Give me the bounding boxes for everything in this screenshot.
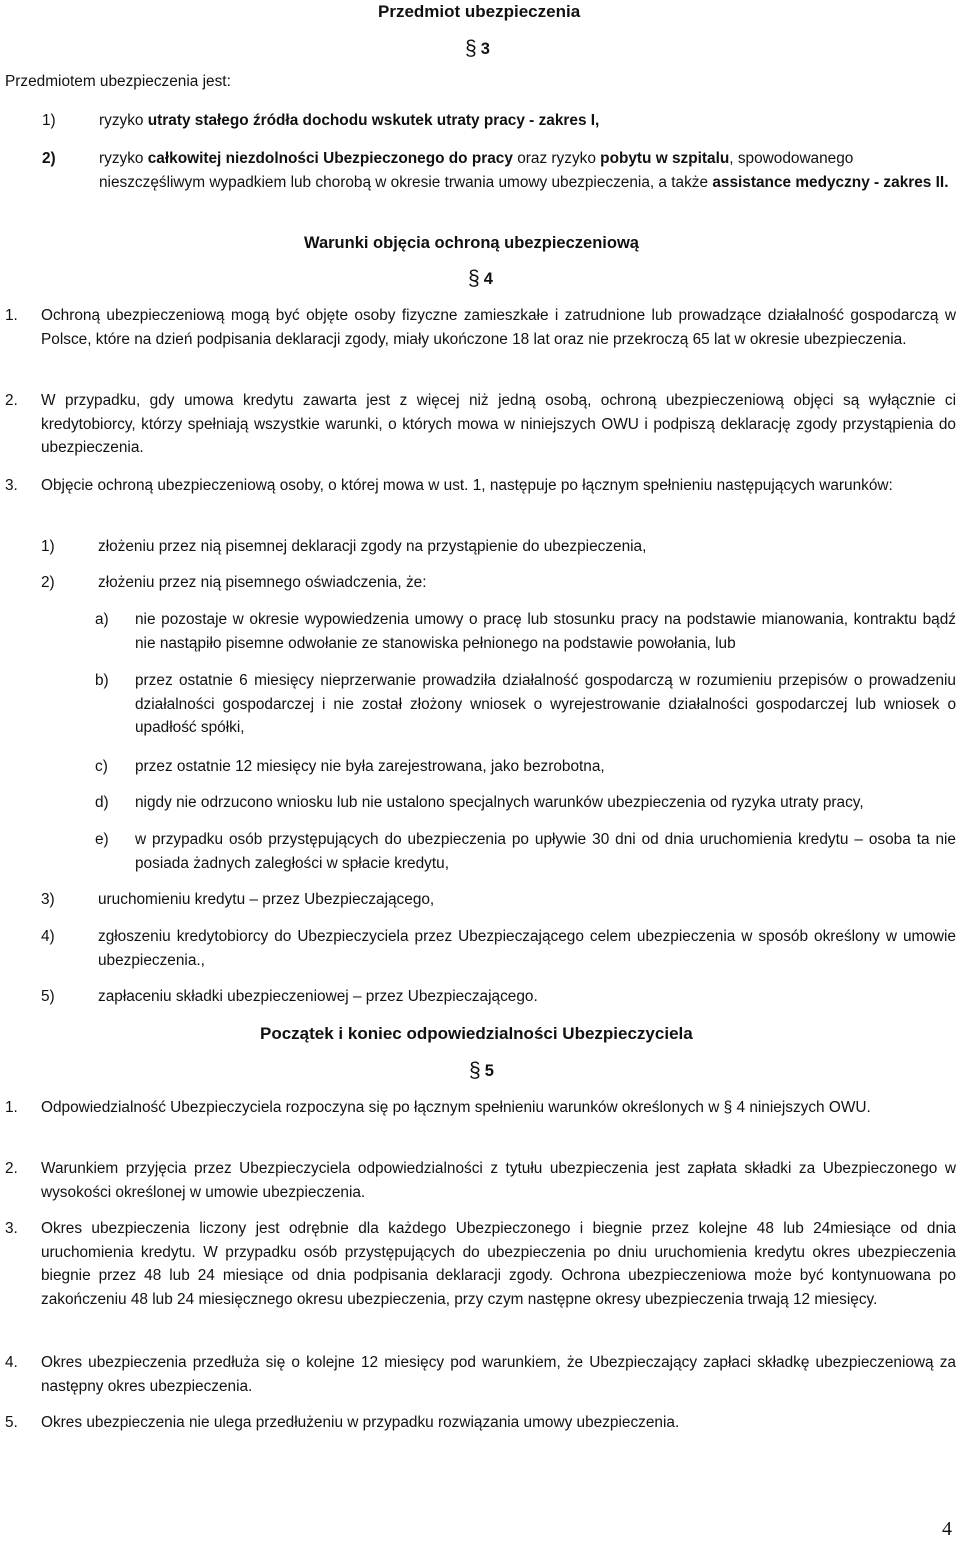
condition-number: 4) <box>41 928 55 945</box>
point-number: 1. <box>5 1099 18 1116</box>
declaration-text: nigdy nie odrzucono wniosku lub nie ustalono specjalnych warunków ubezpieczenia od ryzyka utraty pracy, <box>135 794 864 811</box>
point-text: Ochroną ubezpieczeniową mogą być objęte osoby fizyczne zamieszkałe i zatrudnione lub prowadzące działalność gospodarczą w Polsce, które na dzień podpisania deklaracji zgody, miały ukończone 18 lat oraz nie przekroczą 65 lat w okresie ubezpieczenia. <box>41 307 956 348</box>
declaration-text: w przypadku osób przystępujących do ubezpieczenia po upływie 30 dni od dnia uruchomienia kredytu – osoba ta nie posiada żadnych zaległości w spłacie kredytu, <box>135 831 956 872</box>
list-item <box>41 571 956 595</box>
condition-number: 1) <box>41 538 55 555</box>
section-number: 3 <box>480 40 490 58</box>
section-3-intro: Przedmiotem ubezpieczenia jest: <box>5 73 231 90</box>
declaration-text: przez ostatnie 12 miesięcy nie była zarejestrowana, jako bezrobotna, <box>135 758 605 775</box>
section-5-title: Początek i koniec odpowiedzialności Ubezpieczyciela <box>260 1024 693 1043</box>
point-number: 2. <box>5 392 18 409</box>
text-fragment: ryzyko <box>99 112 148 129</box>
item-number: 1) <box>42 112 56 129</box>
section-3-title: Przedmiot ubezpieczenia <box>378 2 581 21</box>
point-number: 5. <box>5 1414 18 1431</box>
point-number: 2. <box>5 1160 18 1177</box>
list-item <box>95 669 956 740</box>
item-text <box>99 109 599 133</box>
bold-fragment: pobytu w szpitalu <box>600 150 730 167</box>
list-item <box>95 791 956 815</box>
list-item <box>5 304 956 351</box>
list-item <box>5 1217 956 1311</box>
section-3-number <box>465 36 490 62</box>
text-fragment: , spowodowanego nieszczęśliwym wypadkiem lub chorobą w okresie trwania umowy ubezpieczenia, a także <box>99 150 854 191</box>
condition-text: zapłaceniu składki ubezpieczeniowej – przez Ubezpieczającego. <box>98 988 538 1005</box>
condition-number: 2) <box>41 574 55 591</box>
declaration-text: przez ostatnie 6 miesięcy nieprzerwanie prowadziła działalność gospodarczą w rozumieniu przepisów o prowadzeniu działalności gospodarczej i nie został złożony wniosek o wyrejestrowanie działalności gospodarczej lub wniosek o upadłość spółki, <box>135 672 956 736</box>
condition-text: złożeniu przez nią pisemnego oświadczenia, że: <box>98 574 427 591</box>
list-item <box>95 828 956 875</box>
point-text: Okres ubezpieczenia przedłuża się o kolejne 12 miesięcy pod warunkiem, że Ubezpieczający zapłaci składkę ubezpieczeniową za następny okres ubezpieczenia. <box>41 1354 956 1395</box>
point-text: W przypadku, gdy umowa kredytu zawarta jest z więcej niż jedną osobą, ochroną ubezpieczeniową objęci są wyłącznie ci kredytobiorcy, którzy spełniają wszystkie warunki, o których mowa w niniejszych OWU i podpiszą deklarację zgody przystąpienia do ubezpieczenia. <box>41 392 956 456</box>
section-number: 4 <box>483 270 493 288</box>
list-item <box>5 1157 956 1204</box>
condition-number: 3) <box>41 891 55 908</box>
list-item <box>42 147 956 194</box>
text-fragment: oraz ryzyko <box>512 150 601 167</box>
declaration-letter: d) <box>95 794 109 811</box>
bold-fragment: assistance medyczny - zakres II. <box>712 173 949 191</box>
list-item <box>42 109 952 133</box>
bold-fragment: całkowitej niezdolności Ubezpieczonego do pracy <box>147 150 513 167</box>
section-symbol: § <box>469 1059 481 1082</box>
point-text: Odpowiedzialność Ubezpieczyciela rozpoczyna się po łącznym spełnieniu warunków określonych w § 4 niniejszych OWU. <box>41 1099 871 1116</box>
declaration-letter: c) <box>95 758 108 775</box>
list-item <box>41 985 956 1009</box>
list-item <box>41 925 956 972</box>
point-number: 4. <box>5 1354 18 1371</box>
section-symbol: § <box>465 37 477 60</box>
declaration-letter: a) <box>95 611 109 628</box>
condition-text: zgłoszeniu kredytobiorcy do Ubezpieczyciela przez Ubezpieczającego celem ubezpieczenia w sposób określony w umowie ubezpieczenia., <box>98 928 956 969</box>
declaration-letter: b) <box>95 672 109 689</box>
text-fragment: ryzyko <box>99 150 148 167</box>
condition-text: uruchomieniu kredytu – przez Ubezpieczającego, <box>98 891 435 908</box>
list-item <box>95 608 956 655</box>
declaration-letter: e) <box>95 831 109 848</box>
page-number: 4 <box>942 1518 952 1540</box>
list-item <box>5 389 956 460</box>
item-text <box>99 147 956 194</box>
list-item <box>95 755 956 779</box>
list-item <box>5 474 956 498</box>
point-number: 3. <box>5 1220 18 1237</box>
section-number: 5 <box>484 1062 494 1080</box>
list-item <box>5 1096 956 1120</box>
list-item <box>41 535 956 559</box>
condition-text: złożeniu przez nią pisemnej deklaracji zgody na przystąpienie do ubezpieczenia, <box>98 538 647 555</box>
point-number: 1. <box>5 307 18 324</box>
point-text: Okres ubezpieczenia nie ulega przedłużeniu w przypadku rozwiązania umowy ubezpieczenia. <box>41 1414 680 1431</box>
section-4-title: Warunki objęcia ochroną ubezpieczeniową <box>304 234 639 252</box>
section-4-number <box>468 266 493 292</box>
condition-number: 5) <box>41 988 55 1005</box>
section-5-number <box>469 1058 494 1084</box>
point-text: Objęcie ochroną ubezpieczeniową osoby, o której mowa w ust. 1, następuje po łącznym spełnieniu następujących warunków: <box>41 477 893 494</box>
list-item <box>5 1411 956 1435</box>
point-text: Okres ubezpieczenia liczony jest odrębnie dla każdego Ubezpieczonego i biegnie przez kolejne 48 lub 24miesiące od dnia uruchomienia kredytu. W przypadku osób przystępujących do ubezpieczenia po dniu uruchomienia kredytu okres ubezpieczenia biegnie przez 48 lub 24 miesiące od dnia podpisania deklaracji zgody. Ochrona ubezpieczeniowa może być kontynuowana po zakończeniu 48 lub 24 miesięcznego okresu ubezpieczenia, przy czym następne okresy ubezpieczenia trwają 12 miesięcy. <box>41 1220 956 1308</box>
section-symbol: § <box>468 267 480 290</box>
list-item <box>41 888 956 912</box>
bold-fragment: utraty stałego źródła dochodu wskutek utraty pracy - zakres I, <box>147 112 600 129</box>
list-item <box>5 1351 956 1398</box>
point-number: 3. <box>5 477 18 494</box>
item-number: 2) <box>42 150 56 167</box>
point-text: Warunkiem przyjęcia przez Ubezpieczyciela odpowiedzialności z tytułu ubezpieczenia jest zapłata składki za Ubezpieczonego w wysokości określonej w umowie ubezpieczenia. <box>41 1160 956 1201</box>
declaration-text: nie pozostaje w okresie wypowiedzenia umowy o pracę lub stosunku pracy na podstawie mianowania, kontraktu bądź nie nastąpiło pisemne odwołanie ze stanowiska pełnionego na podstawie powołania, lub <box>135 611 956 652</box>
